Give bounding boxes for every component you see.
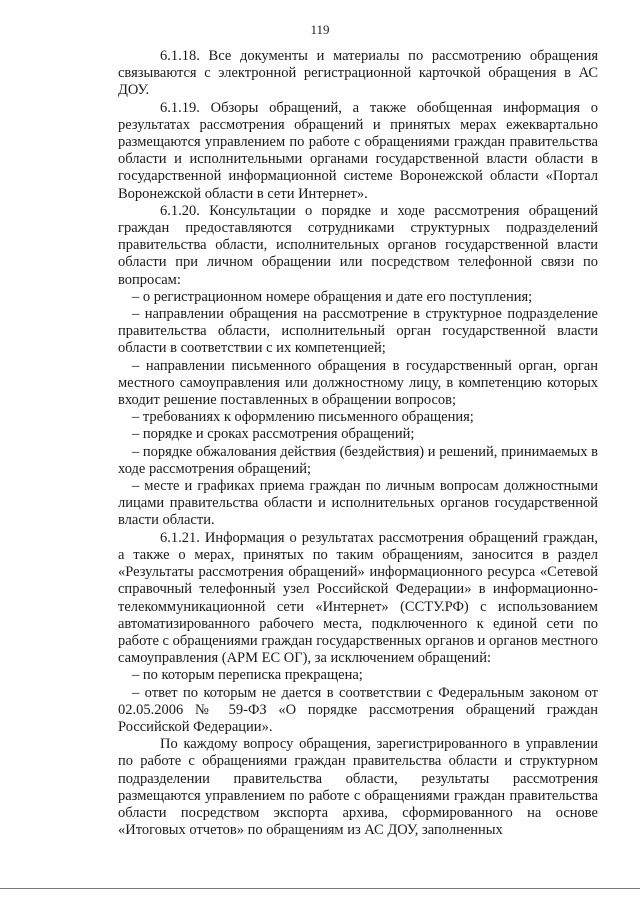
list-item: – по которым переписка прекращена; xyxy=(132,667,363,684)
page-number: 119 xyxy=(310,22,330,37)
bottom-rule xyxy=(0,888,640,889)
list-item: – о регистрационном номере обращения и дате его поступления; xyxy=(132,288,533,305)
paragraph-6-1-18: 6.1.18. Все документы и материалы по рассмотрению обращения связываются с электронной регистрационной карточкой обращения в АС ДОУ. xyxy=(118,48,598,99)
list-item: – порядке и сроках рассмотрения обращений; xyxy=(132,426,415,443)
paragraph-6-1-20: 6.1.20. Консультации о порядке и ходе рассмотрения обращений граждан предоставляются сотрудниками структурных подразделений правительства области, исполнительных органов государственной власти области при личном обращении или посредством телефонной связи по вопросам: xyxy=(118,202,598,288)
paragraph-6-1-19: 6.1.19. Обзоры обращений, а также обобщенная информация о результатах рассмотрения обращений и принятых мерах ежеквартально размещаются управлением по работе с обращениями граждан правительства области и исполнительными органами государственной власти области в государственной информационной системе Воронежской области «Портал Воронежской области в сети Интернет». xyxy=(118,99,598,202)
list-item: – направлении письменного обращения в государственный орган, орган местного самоуправления или должностному лицу, в компетенцию которых входит решение поставленных в обращении вопросов; xyxy=(118,357,598,409)
paragraph-6-1-21: 6.1.21. Информация о результатах рассмотрения обращений граждан, а также о мерах, принятых по таким обращениям, заносится в раздел «Результаты рассмотрения обращений» информационного ресурса «Сетевой справочный телефонный узел Российской Федерации» в информационно-телекоммуникационной сети «Интернет» (ССТУ.РФ) с использованием автоматизированного рабочего места, подключенного к единой сети по работе с обращениями граждан государственных органов и органов местного самоуправления (АРМ ЕС ОГ), за исключением обращений: xyxy=(118,529,598,667)
list-item: – направлении обращения на рассмотрение в структурное подразделение правительства области, исполнительный орган государственной власти области в соответствии с их компетенцией; xyxy=(118,306,598,357)
paragraph-results-publication: По каждому вопросу обращения, зарегистрированного в управлении по работе с обращениями граждан правительства области и структурном подразделении правительства области, результаты рассмотрения размещаются управлением по работе с обращениями граждан правительства области посредством экспорта архива, сформированного на основе «Итоговых отчетов» по обращениям из АС ДОУ, заполненных xyxy=(118,736,598,839)
list-item: – порядке обжалования действия (бездействия) и решений, принимаемых в ходе рассмотрения обращений; xyxy=(118,443,598,477)
list-item: – месте и графиках приема граждан по личным вопросам должностными лицами правительства области и исполнительных органов государственной власти области. xyxy=(118,478,598,529)
list-item: – требованиях к оформлению письменного обращения; xyxy=(132,409,474,426)
page-body xyxy=(118,48,598,839)
list-item: – ответ по которым не дается в соответствии с Федеральным законом от 02.05.2006 № 59-ФЗ «О порядке рассмотрения обращений граждан Российской Федерации». xyxy=(118,684,598,735)
